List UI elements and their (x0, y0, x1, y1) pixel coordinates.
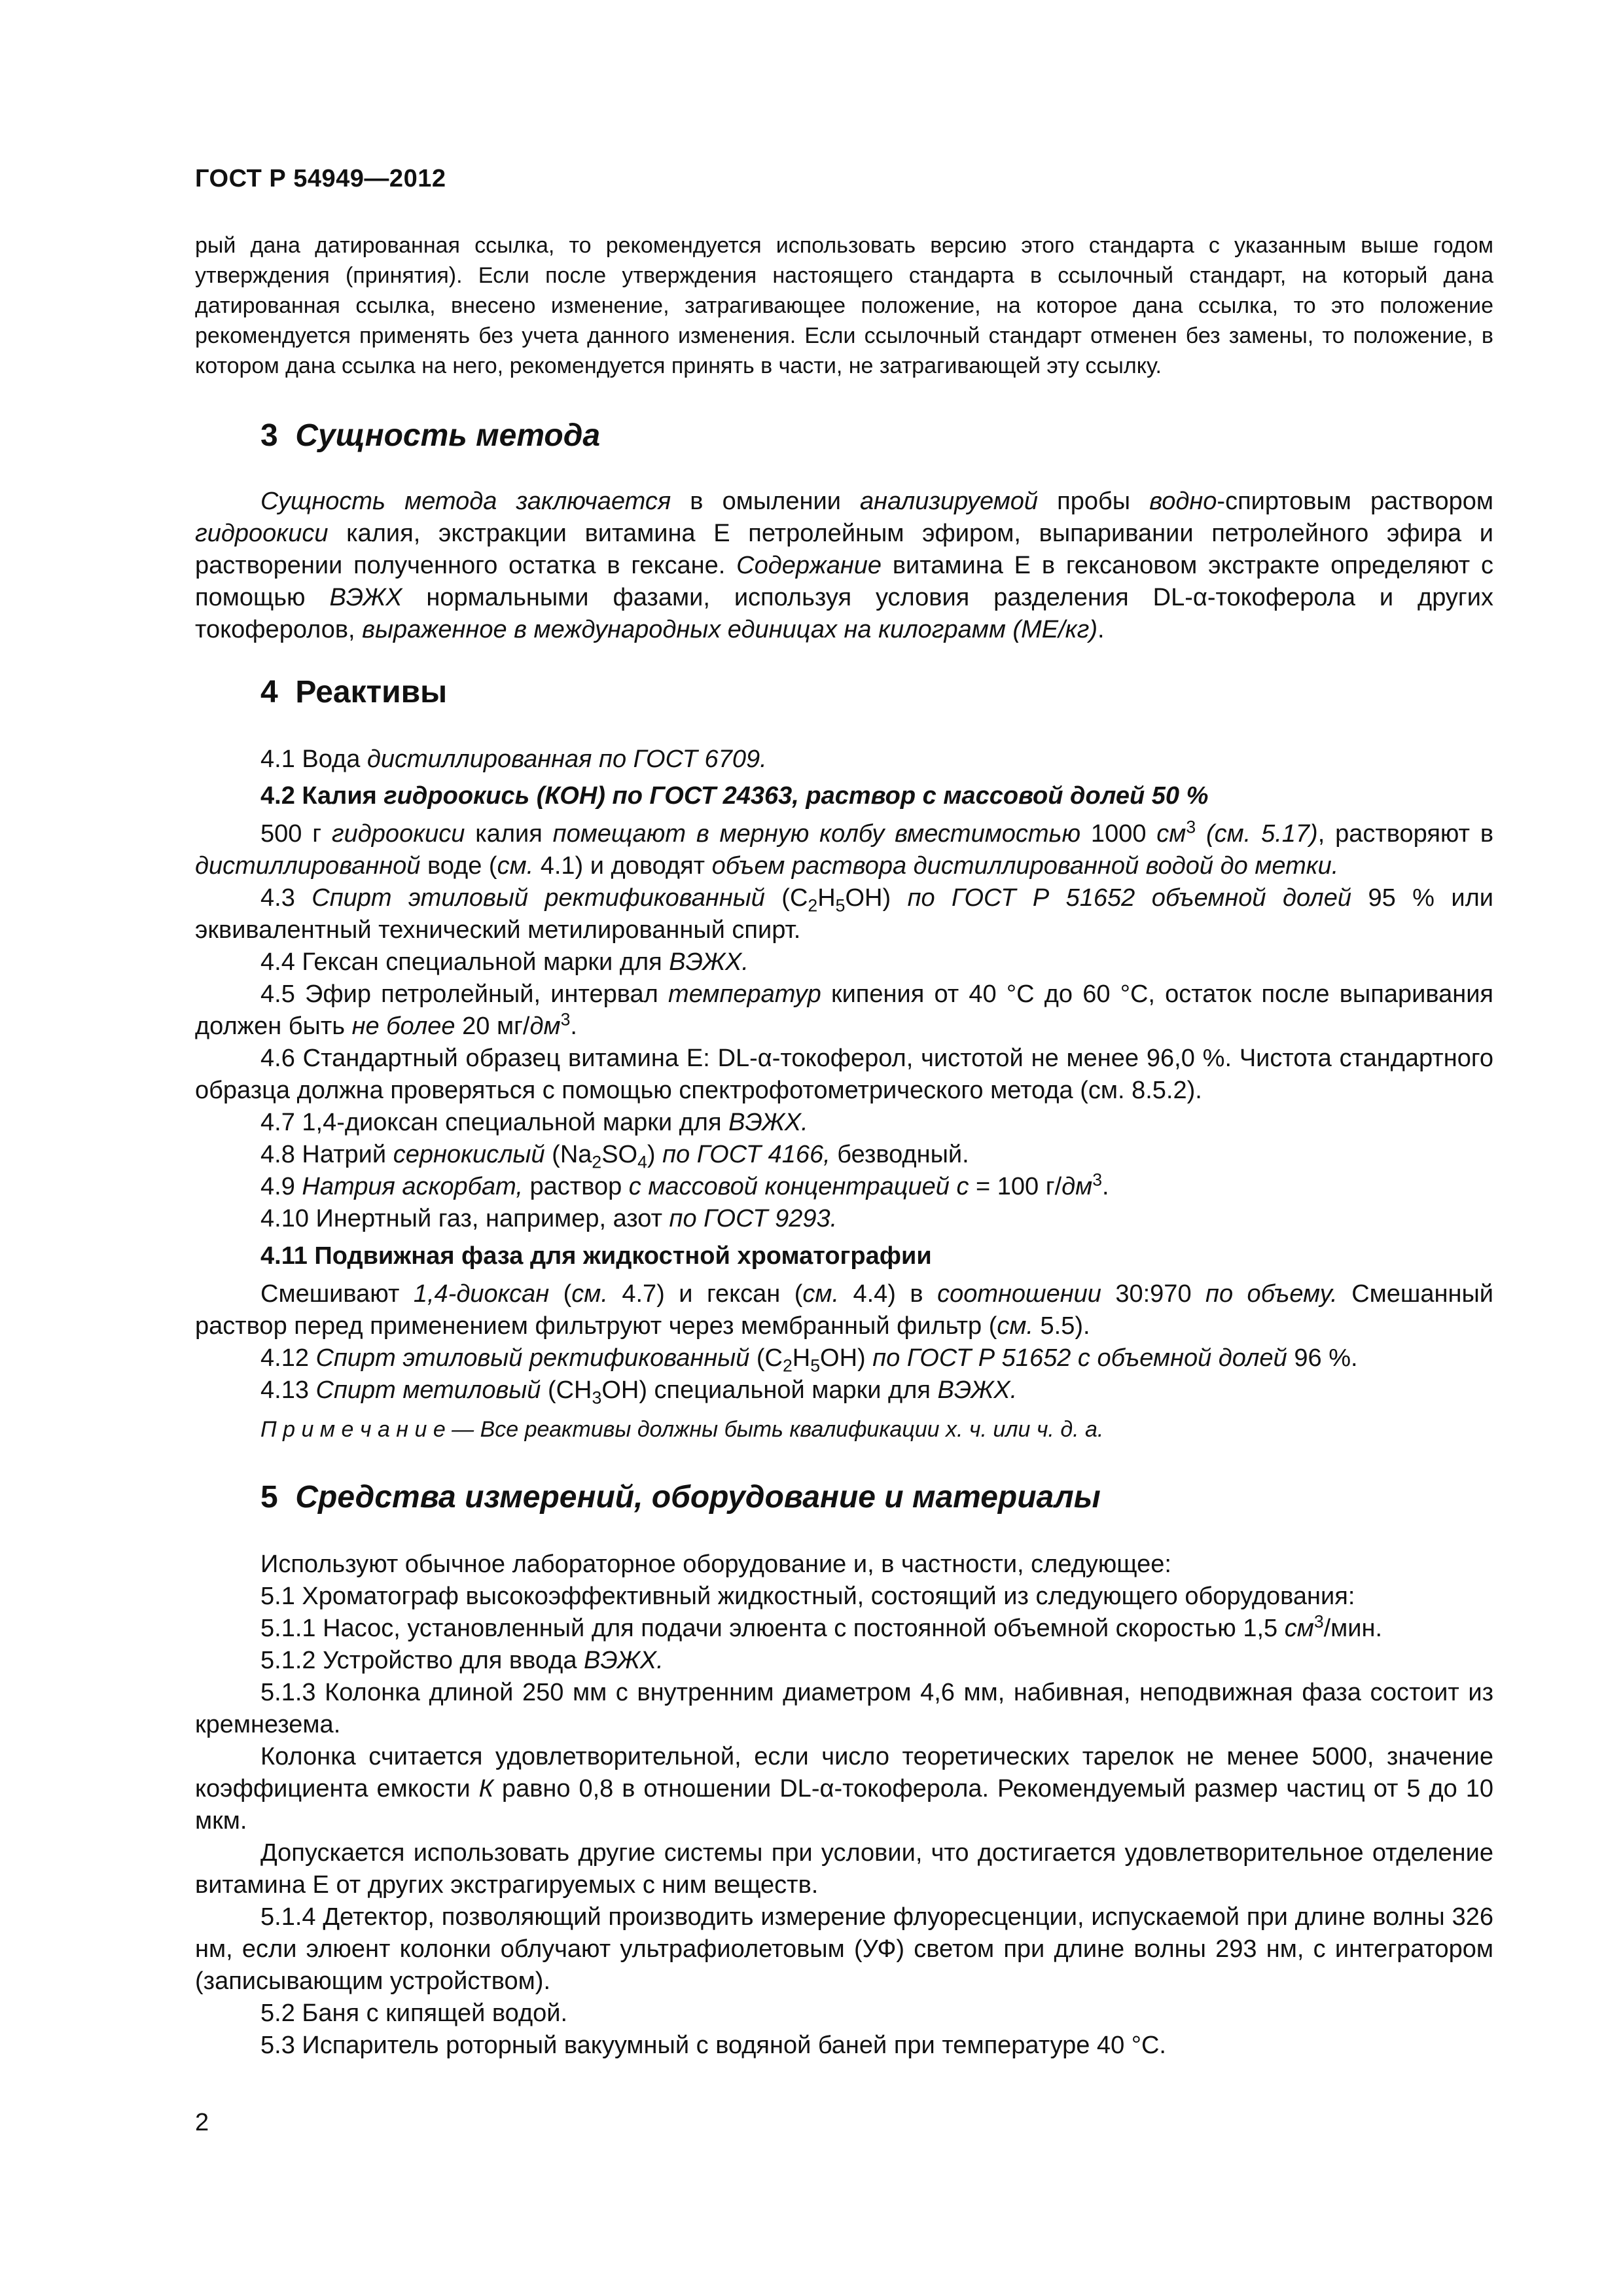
text-span: в омылении (671, 488, 861, 515)
item-5-3: 5.3 Испаритель роторный вакуумный с водяной баней при температуре 40 °С. (260, 2032, 1166, 2059)
item-4-11-text (195, 1278, 1493, 1342)
text-span: 500 г (260, 820, 332, 848)
text-span: соотношении (937, 1280, 1101, 1308)
text-span: Натрия аскорбат, (302, 1173, 523, 1200)
page-number: 2 (195, 2109, 209, 2136)
item-5-1-3: 5.1.3 Колонка длиной 250 мм с внутренним диаметром 4,6 мм, набивная, неподвижная фаза состоит из кремнезема. (195, 1679, 1493, 1738)
section-4-title: Реактивы (295, 675, 448, 709)
text-span: (Na (544, 1141, 592, 1168)
text-span: . (1102, 1173, 1109, 1200)
section-5-number: 5 (260, 1480, 278, 1515)
text-span: см (1284, 1615, 1314, 1642)
text-span: по ГОСТ Р 51652 с объемной долей (872, 1344, 1287, 1372)
item-4-7 (260, 1107, 808, 1139)
section-5-heading (260, 1479, 1101, 1515)
text-span: не более (351, 1013, 455, 1040)
text-span: 4.2 Калия (260, 782, 384, 810)
section-5-title: Средства измерений, оборудование и материалы (295, 1480, 1101, 1515)
text-span: 4.4) в (839, 1280, 938, 1308)
superscript: 3 (1092, 1170, 1102, 1190)
text-span: 95 % или эквивалентный технический метилированный спирт. (195, 884, 1494, 944)
text-span: (C (749, 1344, 783, 1372)
text-span: дм (529, 1013, 561, 1040)
text-span: 4.5 Эфир петролейный, интервал (260, 980, 669, 1008)
intro-paragraph: рый дана датированная ссылка, то рекомендуется использовать версию этого стандарта с указанным выше годом утверждения (принятия). Если после утверждения настоящего стандарта в ссылочный стандарт, на который дана датированная ссылка, внесено изменение, затрагивающее положение, на которое дана ссылка, то это положение рекомендуется применять без учета данного изменения. Если ссылочный стандарт отменен без замены, то положение, в котором дана ссылка на него, рекомендуется принять в части, не затрагивающей эту ссылку. (195, 233, 1493, 378)
item-5-1-4: 5.1.4 Детектор, позволяющий производить измерение флуоресценции, испускаемой при длине волны 326 нм, если элюент колонки облучают ультрафиолетовым (УФ) светом при длине волны 293 нм, с интегратором (записывающим устройством). (195, 1903, 1493, 1995)
text-span: 5.5). (1033, 1312, 1090, 1340)
item-5-2: 5.2 Баня с кипящей водой. (260, 2000, 568, 2027)
text-span: 4.9 (260, 1173, 302, 1200)
text-span: . (1097, 616, 1105, 643)
text-span: OH) специальной марки для (601, 1376, 938, 1404)
text-span: 4.12 (260, 1344, 316, 1372)
text-span: SO (601, 1141, 638, 1168)
item-5-1: 5.1 Хроматограф высокоэффективный жидкостный, состоящий из следующего оборудования: (260, 1583, 1355, 1610)
text-span: водно (1149, 488, 1217, 515)
text-span: см. (497, 852, 534, 880)
text-span: 30:970 (1101, 1280, 1206, 1308)
section-4-note: П р и м е ч а н и е — Все реактивы должны быть квалификации х. ч. или ч. д. а. (260, 1417, 1104, 1442)
text-span: OH) (845, 884, 908, 912)
text-span: 4.7 1,4-диоксан специальной марки для (260, 1109, 729, 1136)
section-4-number: 4 (260, 675, 278, 709)
text-span: по ГОСТ Р 51652 объемной долей (907, 884, 1351, 912)
text-span: безводный. (830, 1141, 969, 1168)
text-span: H (792, 1344, 811, 1372)
item-4-2-text (195, 818, 1493, 882)
subscript: 5 (810, 1355, 821, 1376)
allowance-paragraph: Допускается использовать другие системы при условии, что достигается удовлетворительное отделение витамина Е от других экстрагируемых с ним веществ. (195, 1839, 1493, 1899)
text-span: . (570, 1013, 577, 1040)
text-span: (см. 5.17) (1196, 820, 1318, 848)
text-span: дистиллированной (195, 852, 421, 880)
text-span: 5.1.2 Устройство для ввода (260, 1647, 584, 1674)
section-4-heading (260, 674, 447, 710)
text-span: 4.1 Вода (260, 745, 367, 773)
text-span: калия, экстракции витамина Е петролейным эфиром, выпаривании петролейного эфира и растворении полученного остатка в гексане. (195, 520, 1493, 579)
item-4-6: 4.6 Стандартный образец витамина Е: DL-α-токоферол, чистотой не менее 96,0 %. Чистота стандартного образца должна проверяться с помощью спектрофотометрического метода (см. 8.5.2). (195, 1045, 1493, 1104)
text-span: по объему. (1205, 1280, 1338, 1308)
subscript: 5 (835, 895, 846, 916)
text-span: дистиллированная по ГОСТ 6709. (366, 745, 767, 773)
superscript: 3 (1313, 1611, 1324, 1632)
text-span: 1,4-диоксан (413, 1280, 550, 1308)
item-4-3 (195, 882, 1493, 946)
superscript: 3 (1186, 817, 1196, 837)
item-4-13 (260, 1374, 1017, 1407)
text-span: гидроокиси (331, 820, 465, 848)
text-span: Спирт метиловый (315, 1376, 541, 1404)
text-span: Колонка считается удовлетворительной, если число теоретических тарелок не менее 5000, значение коэффициента емкости (195, 1743, 1493, 1803)
text-span: гидроокиси (195, 520, 329, 547)
item-4-11-heading: 4.11 Подвижная фаза для жидкостной хроматографии (260, 1242, 932, 1270)
text-span: витамина Е в гексановом экстракте определяют с помощью (195, 552, 1494, 611)
text-span: выраженное в международных единицах на килограмм (МЕ/кг) (362, 616, 1097, 643)
text-span: OH) (820, 1344, 873, 1372)
section-3-paragraph (195, 486, 1493, 646)
text-span: 4.3 (260, 884, 312, 912)
text-span: 4.1) и доводят (533, 852, 712, 880)
text-span: 4.4 Гексан специальной марки для (260, 948, 669, 976)
text-span: ) (647, 1141, 663, 1168)
text-span: Сущность метода заключается (260, 488, 671, 515)
text-span: (CH (541, 1376, 592, 1404)
text-span: ВЭЖХ (329, 584, 402, 611)
text-span: 1000 (1080, 820, 1157, 848)
item-4-10 (260, 1203, 837, 1235)
text-span: помещают в мерную колбу вместимостью (552, 820, 1081, 848)
item-4-1 (260, 744, 767, 776)
text-span: кипения от 40 °С до 60 °С, остаток после выпаривания должен быть (195, 980, 1494, 1040)
text-span: ( (549, 1280, 572, 1308)
text-span: /мин. (1323, 1615, 1383, 1642)
text-span: Содержание (736, 552, 882, 579)
item-5-intro: Используют обычное лабораторное оборудование и, в частности, следующее: (260, 1551, 1171, 1578)
text-span: по ГОСТ 4166, (662, 1141, 830, 1168)
item-5-1-1 (260, 1613, 1382, 1645)
text-span: ВЭЖХ. (937, 1376, 1018, 1404)
item-4-8 (260, 1139, 969, 1171)
text-span: 4.10 Инертный газ, например, азот (260, 1205, 669, 1232)
subscript: 3 (592, 1388, 602, 1408)
text-span: , растворяют в (1317, 820, 1494, 848)
item-4-4 (260, 946, 749, 978)
document-header: ГОСТ Р 54949—2012 (195, 165, 446, 192)
subscript: 2 (808, 895, 818, 916)
superscript: 3 (560, 1009, 571, 1030)
text-span: объем раствора дистиллированной водой до метки. (711, 852, 1339, 880)
text-span: = 100 г/ (969, 1173, 1062, 1200)
text-span: H (817, 884, 836, 912)
text-span: см. (802, 1280, 840, 1308)
text-span: раствор (522, 1173, 629, 1200)
text-span: ВЭЖХ. (728, 1109, 808, 1136)
text-span: гидроокись (КОН) по ГОСТ 24363, раствор с массовой долей 50 % (383, 782, 1209, 810)
item-4-2-heading (260, 780, 1208, 812)
text-span: калия (465, 820, 553, 848)
text-span: см. (571, 1280, 608, 1308)
text-span: см (1156, 820, 1186, 848)
text-span: 4.8 Натрий (260, 1141, 393, 1168)
text-span: Спирт этиловый ректификованный (312, 884, 765, 912)
text-span: К (478, 1775, 493, 1803)
text-span: (C (764, 884, 808, 912)
subscript: 4 (637, 1152, 647, 1172)
subscript: 2 (592, 1152, 602, 1172)
text-span: температур (668, 980, 821, 1008)
text-span: ВЭЖХ. (584, 1647, 664, 1674)
item-4-5 (195, 978, 1493, 1043)
text-span: 5.1.1 Насос, установленный для подачи элюента с постоянной объемной скоростью 1,5 (260, 1615, 1285, 1642)
text-span: равно 0,8 в отношении DL-α-токоферола. Рекомендуемый размер частиц от 5 до 10 мкм. (195, 1775, 1493, 1835)
text-span: воде ( (420, 852, 497, 880)
text-span: -спиртовым раствором (1217, 488, 1493, 515)
section-3-heading (260, 418, 600, 454)
text-span: пробы (1038, 488, 1150, 515)
text-span: по ГОСТ 9293. (669, 1205, 838, 1232)
text-span: Спирт этиловый ректификованный (315, 1344, 750, 1372)
text-span: сернокислый (393, 1141, 545, 1168)
text-span: с массовой концентрацией с (628, 1173, 969, 1200)
text-span: см. (997, 1312, 1033, 1340)
text-span: дм (1061, 1173, 1093, 1200)
text-span: 96 %. (1287, 1344, 1358, 1372)
section-3-number: 3 (260, 418, 278, 453)
column-criteria-paragraph (195, 1741, 1493, 1837)
text-span: ВЭЖХ. (669, 948, 749, 976)
section-3-title: Сущность метода (295, 418, 601, 453)
item-5-1-2 (260, 1645, 664, 1677)
subscript: 2 (782, 1355, 793, 1376)
text-span: Смешанный раствор перед применением фильтруют через мембранный фильтр ( (195, 1280, 1494, 1340)
text-span: 4.7) и гексан ( (607, 1280, 803, 1308)
text-span: анализируемой (860, 488, 1039, 515)
text-span: 20 мг/ (455, 1013, 530, 1040)
text-span: Смешивают (260, 1280, 414, 1308)
item-4-12 (260, 1342, 1358, 1374)
text-span: 4.13 (260, 1376, 316, 1404)
item-4-9 (260, 1171, 1109, 1203)
text-span: нормальными фазами, используя условия разделения DL-α-токоферола и других токоферолов, (195, 584, 1493, 643)
